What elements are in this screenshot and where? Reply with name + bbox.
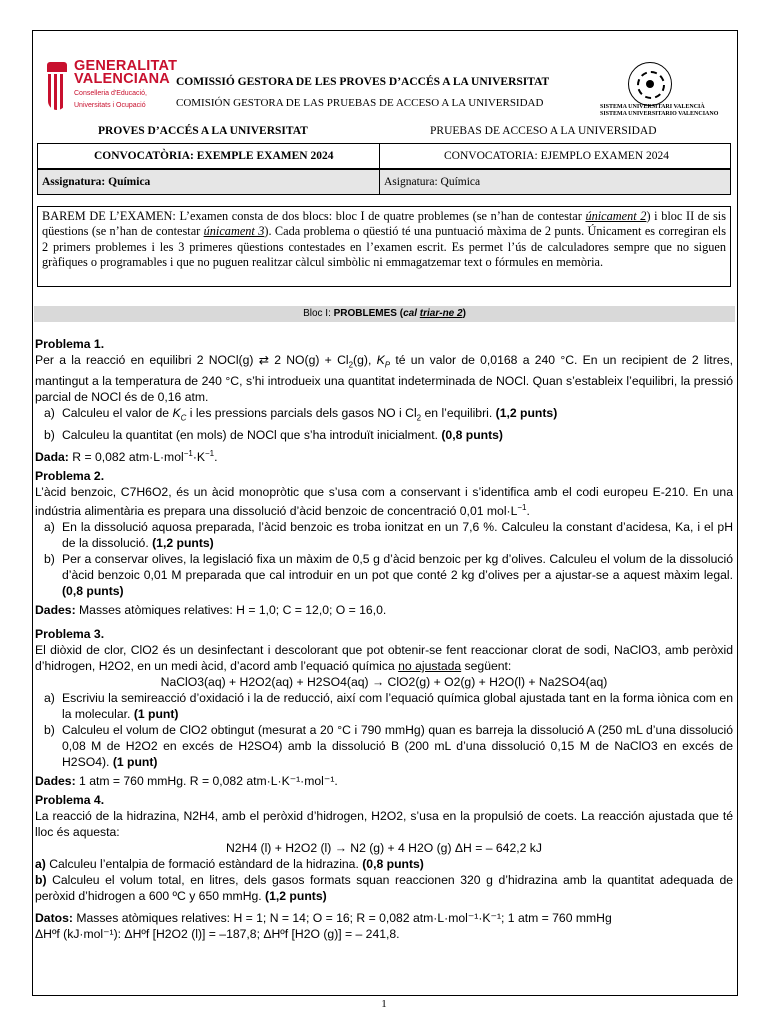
- problem-3-title: Problema 3.: [35, 627, 105, 641]
- problem-4-enthalpies: ΔHºf (kJ·mol⁻¹): ΔHºf [H2O2 (l)] = –187,8; ΔHºf [H2O (g)] = – 241,8.: [35, 927, 400, 941]
- problem-3-a: a) Escriviu la semireacció d’oxidació i la de reducció, així com l’equació química global ajustada tant en la forma iònica com en la molecular. (1 punt): [44, 691, 733, 721]
- flag-icon: [44, 62, 70, 112]
- problem-4-statement: La reacció de la hidrazina, N2H4, amb el peròxid d’hidrogen, H2O2, s’usa en la propulsió de coets. La reacción ajustada que té lloc és aquesta:: [35, 809, 733, 839]
- assignatura-row: [37, 169, 731, 195]
- assignatura-es: Asignatura: Química: [384, 176, 481, 188]
- problem-4-b: b) Calculeu el volum total, en litres, dels gasos formats squan reaccionen 320 g d’hidrazina amb la quantitat adequada de peròxid d’hidrogen a 600 ºC y 650 mmHg. (1,2 punts): [35, 873, 733, 903]
- problem-3-data: Dades: 1 atm = 760 mmHg. R = 0,082 atm·L·K⁻¹·mol⁻¹.: [35, 774, 338, 788]
- commission-title-val: COMISSIÓ GESTORA DE LES PROVES D’ACCÉS A LA UNIVERSITAT: [176, 76, 550, 88]
- problem-4-a: a) Calculeu l’entalpia de formació estàndard de la hidrazina. (0,8 punts): [35, 857, 424, 871]
- problem-2-title: Problema 2.: [35, 468, 105, 483]
- exam-instructions: BAREM DE L’EXAMEN: L’examen consta de dos blocs: bloc I de quatre problemes (se n’han de contestar únicament 2) i bloc II de sis qüestions (se n’han de contestar únicament 3). Cada problema o qüestió té una puntuació màxima de 2 punts. Únicament es corregiran els 2 primers problemes i les 3 primeres qüestions contestades en l’examen escrit. Es permet l’ús de calculadores sempre que no siguen gràfiques o programables i que no puguen realitzar càlcul simbòlic ni emmagatzemar text o fórmules en memòria.: [37, 206, 731, 287]
- convocatoria-row: [37, 143, 731, 169]
- university-seal-icon: [628, 62, 672, 106]
- bloc-header: Bloc I: PROBLEMES (cal triar-ne 2): [34, 306, 735, 322]
- problem-4-equation: N2H4 (l) + H2O2 (l) → N2 (g) + 4 H2O (g) ΔH = – 642,2 kJ: [226, 841, 542, 855]
- problem-1-a: a) Calculeu el valor de $K_C$ i les pressions parcials dels gasos NO i $Cl_2$ en l’equilibri. (1,2 punts): [44, 406, 558, 423]
- proves-heading-es: PRUEBAS DE ACCESO A LA UNIVERSIDAD: [430, 125, 657, 137]
- problem-4-title: Problema 4.: [35, 793, 105, 807]
- problem-1-statement: Per a la reacció en equilibri 2 NOCl(g) ⇄ 2 $NO(g) + Cl_2(g)$, $K_P$ té un valor de 0,0168 a 240 °C. En un recipient de 2 litres, mantingut a la temperatura de 240 °C, s’hi introdueix una quantitat indeterminada de NOCl. Quan s’estableix l’equilibri, la pressió parcial de NOCl és de 0,16 atm.: [35, 353, 734, 405]
- problem-2-statement: L’àcid benzoic, C7H6O2, és un àcid monopròtic que s’usa com a conservant i s’identifica amb el codi europeu E-210. En una indústria alimentària es prepara una dissolució d’àcid benzoic de concentració 0,01 $mol\cdot L^{-1}$.: [35, 484, 733, 518]
- problem-1-title: Problema 1.: [35, 337, 105, 351]
- problem-4-data: Datos: Masses atòmiques relatives: H = 1; N = 14; O = 16; R = 0,082 atm·L·mol⁻¹·K⁻¹; 1 atm = 760 mmHg: [35, 911, 612, 925]
- logo-sub-line2: Universitats i Ocupació: [74, 102, 146, 109]
- problem-2-data: Dades: Masses atòmiques relatives: H = 1,0; C = 12,0; O = 16,0.: [35, 603, 387, 617]
- problems-section: [35, 336, 733, 942]
- seal-text-val: SISTEMA UNIVERSITARI VALENCIÀ: [600, 104, 705, 110]
- logo-name-line2: VALENCIANA: [74, 71, 170, 87]
- problem-3-equation: NaClO3(aq) + H2O2(aq) + H2SO4(aq) → ClO2(g) + O2(g) + H2O(l) + Na2SO4(aq): [160, 675, 608, 689]
- problem-3-statement: El diòxid de clor, ClO2 és un desinfectant i descolorant que pot obtenir-se fent reaccionar clorat de sodi, NaClO3, amb peròxid d’hidrogen, H2O2, en un medi àcid, d’acord amb l’equació química no ajustada següent:: [35, 643, 733, 673]
- problem-1-data: Dada: R = 0,082 $atm\cdot L\cdot mol^{-1}\cdot K^{-1}$.: [35, 448, 218, 464]
- convocatoria-es: CONVOCATORIA: EJEMPLO EXAMEN 2024: [444, 150, 670, 162]
- assignatura-val: Assignatura: Química: [38, 170, 380, 194]
- problem-2-b: b) Per a conservar olives, la legislació fixa un màxim de 0,5 g d’àcid benzoic per kg d’olives. Calculeu el volum de la dissolució d’àcid benzoic 0,01 M preparada que cal introduir en un pot que conté 2 kg d’olives per a ajustar-se a aquest màxim legal. (0,8 punts): [44, 552, 733, 598]
- logo-name-line1: GENERALITAT: [74, 58, 178, 74]
- problem-3-b: b) Calculeu el volum de ClO2 obtingut (mesurat a 20 °C i 790 mmHg) quan es barreja la dissolució A (250 mL d’una dissolució 0,08 M de H2O2 en excés de H2SO4) amb la dissolució B (200 mL d’una dissolució 0,15 M de NaClO3 en excés de H2SO4). (1 punt): [44, 723, 733, 769]
- logo-sub-line1: Conselleria d'Educació,: [74, 90, 147, 97]
- commission-title-es: COMISIÓN GESTORA DE LAS PRUEBAS DE ACCESO A LA UNIVERSIDAD: [176, 97, 544, 109]
- problem-1-b: b) Calculeu la quantitat (en mols) de NOCl que s’ha introduït inicialment. (0,8 punts): [44, 427, 503, 442]
- seal-text-es: SISTEMA UNIVERSITARIO VALENCIANO: [600, 111, 719, 117]
- page-number: 1: [381, 998, 387, 1010]
- convocatoria-val: CONVOCATÒRIA: EXEMPLE EXAMEN 2024: [38, 144, 380, 168]
- generalitat-logo: [44, 58, 178, 122]
- proves-heading-val: PROVES D’ACCÉS A LA UNIVERSITAT: [98, 125, 308, 137]
- problem-2-a: a) En la dissolució aquosa preparada, l’àcid benzoic es troba ionitzat en un 7,6 %. Calculeu la constant d’acidesa, Ka, i el pH de la dissolució. (1,2 punts): [44, 520, 733, 550]
